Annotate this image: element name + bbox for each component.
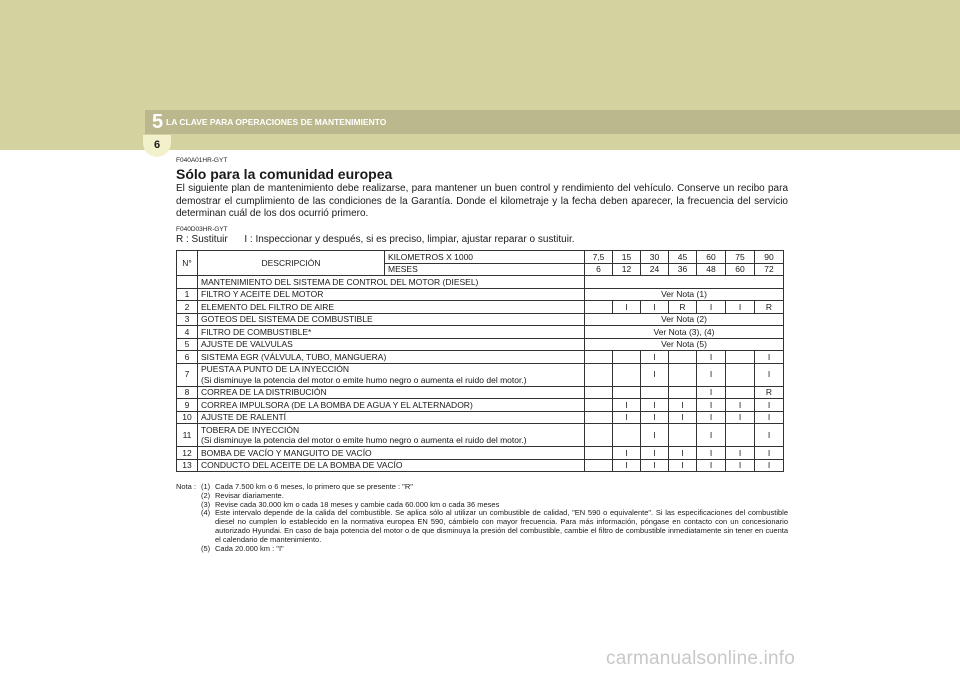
table-header-row (177, 251, 784, 264)
month-value: 72 (755, 263, 784, 276)
interval-cell: I (669, 411, 697, 424)
note-label (176, 545, 201, 554)
section-code: F040A01HR-GYT (176, 157, 228, 164)
row-description-line: AJUSTE DE VALVULAS (201, 339, 293, 349)
month-value: 48 (697, 263, 726, 276)
km-value: 60 (697, 251, 726, 264)
note-text: Cada 20.000 km : "I" (215, 543, 284, 553)
interval-cell: I (641, 424, 669, 447)
interval-cell: I (613, 459, 641, 472)
note-text: Revisar diariamente. (215, 490, 284, 500)
interval-cell: I (697, 351, 726, 364)
note-number: (2) (201, 490, 211, 500)
row-description-line: BOMBA DE VACÍO Y MANGUITO DE VACÍO (201, 447, 372, 458)
table-row (177, 386, 784, 399)
interval-cell (726, 424, 755, 447)
chapter-number: 5 (152, 111, 164, 133)
note-label (176, 509, 201, 544)
row-description (198, 411, 585, 424)
interval-cell (669, 363, 697, 386)
note-text: Este intervalo depende de la calida del combustible. Se aplica sólo al utilizar un combustible de calidad, "EN 590 o equivalente". Si las especificaciones del combustible diesel no cumplen lo establecido en la normativa europea EN 590, cámbielo con mayor frecuencia. Para más información, póngase en contacto con un concesionario autorizado Hyundai. En caso de baja potencia del motor o de que disminuya la presión del combustible, cambie el filtro de combustible inmediatamente sin tener en cuenta el calendario de mantenimiento. (215, 508, 788, 544)
km-label: KILOMETROS X 1000 (385, 251, 585, 264)
intro-paragraph: El siguiente plan de mantenimiento debe realizarse, para mantener un buen control y rendimiento del vehículo. Conserve un recibo para demostrar el cumplimiento de las condiciones de la Garantía. Donde el kilometraje y la fecha deben aparecer, la frecuencia del servicio determinan cuál de los dos ocurrió primero. (176, 183, 788, 219)
row-number: 9 (177, 399, 198, 412)
note-text: Revise cada 30.000 km o cada 18 meses y cambie cada 60.000 km o cada 36 meses (215, 499, 500, 509)
km-value: 7,5 (585, 251, 613, 264)
row-description (198, 447, 585, 460)
month-value: 24 (641, 263, 669, 276)
interval-cell: R (755, 386, 784, 399)
interval-cell (726, 351, 755, 364)
interval-cell: I (641, 351, 669, 364)
table-row (177, 288, 784, 301)
km-value: 30 (641, 251, 669, 264)
chapter-title: LA CLAVE PARA OPERACIONES DE MANTENIMIENTO (166, 117, 387, 127)
interval-cell: I (669, 459, 697, 472)
interval-cell (585, 363, 613, 386)
row-description-line: CORREA DE LA DISTRIBUCIÓN (201, 387, 327, 397)
table-group-row (177, 276, 784, 289)
row-description (198, 288, 585, 301)
row-number: 3 (177, 313, 198, 326)
row-number: 4 (177, 326, 198, 339)
interval-cell: I (726, 459, 755, 472)
note-number: (3) (201, 499, 211, 509)
row-description (198, 313, 585, 326)
row-note: Ver Nota (3), (4) (585, 326, 784, 339)
row-description (198, 386, 585, 399)
row-description (198, 338, 585, 351)
table-row (177, 326, 784, 339)
interval-cell: I (726, 399, 755, 412)
interval-cell (585, 351, 613, 364)
interval-cell: I (697, 459, 726, 472)
row-description (198, 326, 585, 339)
interval-cell: I (697, 424, 726, 447)
interval-cell: I (755, 459, 784, 472)
legend-code: F040D03HR-GYT (176, 226, 228, 233)
row-description (198, 363, 585, 386)
interval-cell: I (641, 447, 669, 460)
group-title: MANTENIMIENTO DEL SISTEMA DE CONTROL DEL MOTOR (DIESEL) (198, 276, 585, 289)
table-row (177, 459, 784, 472)
interval-cell (585, 399, 613, 412)
row-description (198, 301, 585, 314)
row-description-line: CONDUCTO DEL ACEITE DE LA BOMBA DE VACÍO (201, 460, 403, 470)
month-value: 60 (726, 263, 755, 276)
table-row (177, 301, 784, 314)
note-number: (4) (201, 508, 211, 518)
interval-cell: I (613, 301, 641, 314)
page-number: 6 (143, 135, 171, 157)
row-description-line: AJUSTE DE RALENTÍ (201, 412, 287, 422)
row-number: 6 (177, 351, 198, 364)
row-number: 10 (177, 411, 198, 424)
row-number: 2 (177, 301, 198, 314)
row-description-line: TOBERA DE INYECCIÓN (201, 424, 300, 435)
table-row (177, 399, 784, 412)
row-description (198, 351, 585, 364)
table-row (177, 411, 784, 424)
interval-cell: I (755, 399, 784, 412)
interval-cell: I (726, 411, 755, 424)
interval-cell (669, 386, 697, 399)
interval-cell: I (697, 301, 726, 314)
interval-cell: I (755, 447, 784, 460)
interval-cell: I (613, 411, 641, 424)
interval-cell (726, 386, 755, 399)
note-number: (5) (201, 543, 211, 553)
month-value: 36 (669, 263, 697, 276)
interval-cell (585, 301, 613, 314)
row-description-note: (Si disminuye la potencia del motor o emite humo negro o aumenta el ruido del motor.) (201, 435, 527, 445)
table-row (177, 447, 784, 460)
interval-cell: I (641, 459, 669, 472)
col-number-header: N° (177, 251, 198, 276)
note-label (176, 492, 201, 501)
row-description-line: FILTRO Y ACEITE DEL MOTOR (201, 289, 324, 299)
interval-cell (585, 386, 613, 399)
row-description-line: CORREA IMPULSORA (DE LA BOMBA DE AGUA Y EL ALTERNADOR) (201, 399, 473, 410)
row-description-line: FILTRO DE COMBUSTIBLE* (201, 326, 312, 337)
interval-cell (641, 386, 669, 399)
row-number: 1 (177, 288, 198, 301)
row-description-line: ELEMENTO DEL FILTRO DE AIRE (201, 301, 335, 312)
row-description-line: PUESTA A PUNTO DE LA INYECCIÓN (201, 364, 350, 374)
interval-cell (585, 424, 613, 447)
row-description (198, 399, 585, 412)
table-row (177, 363, 784, 386)
note-label: Nota : (176, 482, 197, 491)
interval-cell (585, 411, 613, 424)
km-value: 15 (613, 251, 641, 264)
interval-cell: I (613, 447, 641, 460)
km-value: 45 (669, 251, 697, 264)
month-value: 12 (613, 263, 641, 276)
interval-cell (613, 424, 641, 447)
legend-text: R : Sustituir I : Inspeccionar y después, si es preciso, limpiar, ajustar reparar o sustituir. (176, 234, 575, 245)
row-number: 11 (177, 424, 198, 447)
interval-cell (726, 363, 755, 386)
maintenance-table (176, 250, 784, 472)
interval-cell (669, 424, 697, 447)
group-values-blank (585, 276, 784, 289)
interval-cell: I (613, 399, 641, 412)
row-number: 7 (177, 363, 198, 386)
row-number: 12 (177, 447, 198, 460)
interval-cell (613, 351, 641, 364)
interval-cell (585, 459, 613, 472)
section-title: Sólo para la comunidad europea (176, 166, 393, 182)
row-description (198, 424, 585, 447)
note-number: (1) (201, 482, 211, 491)
row-description-line: GOTEOS DEL SISTEMA DE COMBUSTIBLE (201, 314, 373, 324)
note-item (176, 509, 788, 544)
table-row (177, 338, 784, 351)
row-description (198, 459, 585, 472)
table-row (177, 313, 784, 326)
interval-cell: I (697, 399, 726, 412)
months-label: MESES (385, 263, 585, 276)
interval-cell: I (697, 447, 726, 460)
month-value: 6 (585, 263, 613, 276)
interval-cell: I (697, 363, 726, 386)
row-note: Ver Nota (1) (585, 288, 784, 301)
notes (176, 483, 788, 553)
table-row (177, 424, 784, 447)
watermark: carmanualsonline.info (606, 648, 796, 669)
group-spacer (177, 276, 198, 289)
interval-cell: I (755, 411, 784, 424)
row-number: 5 (177, 338, 198, 351)
table-row (177, 351, 784, 364)
row-number: 13 (177, 459, 198, 472)
interval-cell (585, 447, 613, 460)
interval-cell: I (697, 411, 726, 424)
interval-cell: I (755, 363, 784, 386)
interval-cell: I (641, 399, 669, 412)
interval-cell: R (755, 301, 784, 314)
interval-cell: I (641, 411, 669, 424)
interval-cell: I (641, 363, 669, 386)
interval-cell: R (669, 301, 697, 314)
km-value: 90 (755, 251, 784, 264)
interval-cell (613, 386, 641, 399)
interval-cell: I (641, 301, 669, 314)
note-item (176, 545, 788, 554)
interval-cell: I (726, 447, 755, 460)
interval-cell: I (755, 351, 784, 364)
row-number: 8 (177, 386, 198, 399)
interval-cell: I (669, 399, 697, 412)
row-description-line: SISTEMA EGR (VÁLVULA, TUBO, MANGUERA) (201, 351, 387, 362)
interval-cell (613, 363, 641, 386)
note-text: Cada 7.500 km o 6 meses, lo primero que se presente : "R" (215, 482, 413, 491)
row-note: Ver Nota (2) (585, 313, 784, 326)
note-label (176, 501, 201, 510)
interval-cell: I (669, 447, 697, 460)
km-value: 75 (726, 251, 755, 264)
row-description-note: (Si disminuye la potencia del motor o emite humo negro o aumenta el ruido del motor.) (201, 374, 527, 385)
interval-cell: I (755, 424, 784, 447)
row-note: Ver Nota (5) (585, 338, 784, 351)
interval-cell: I (697, 386, 726, 399)
interval-cell (669, 351, 697, 364)
col-description-header: DESCRIPCIÓN (198, 251, 385, 276)
interval-cell: I (726, 301, 755, 314)
